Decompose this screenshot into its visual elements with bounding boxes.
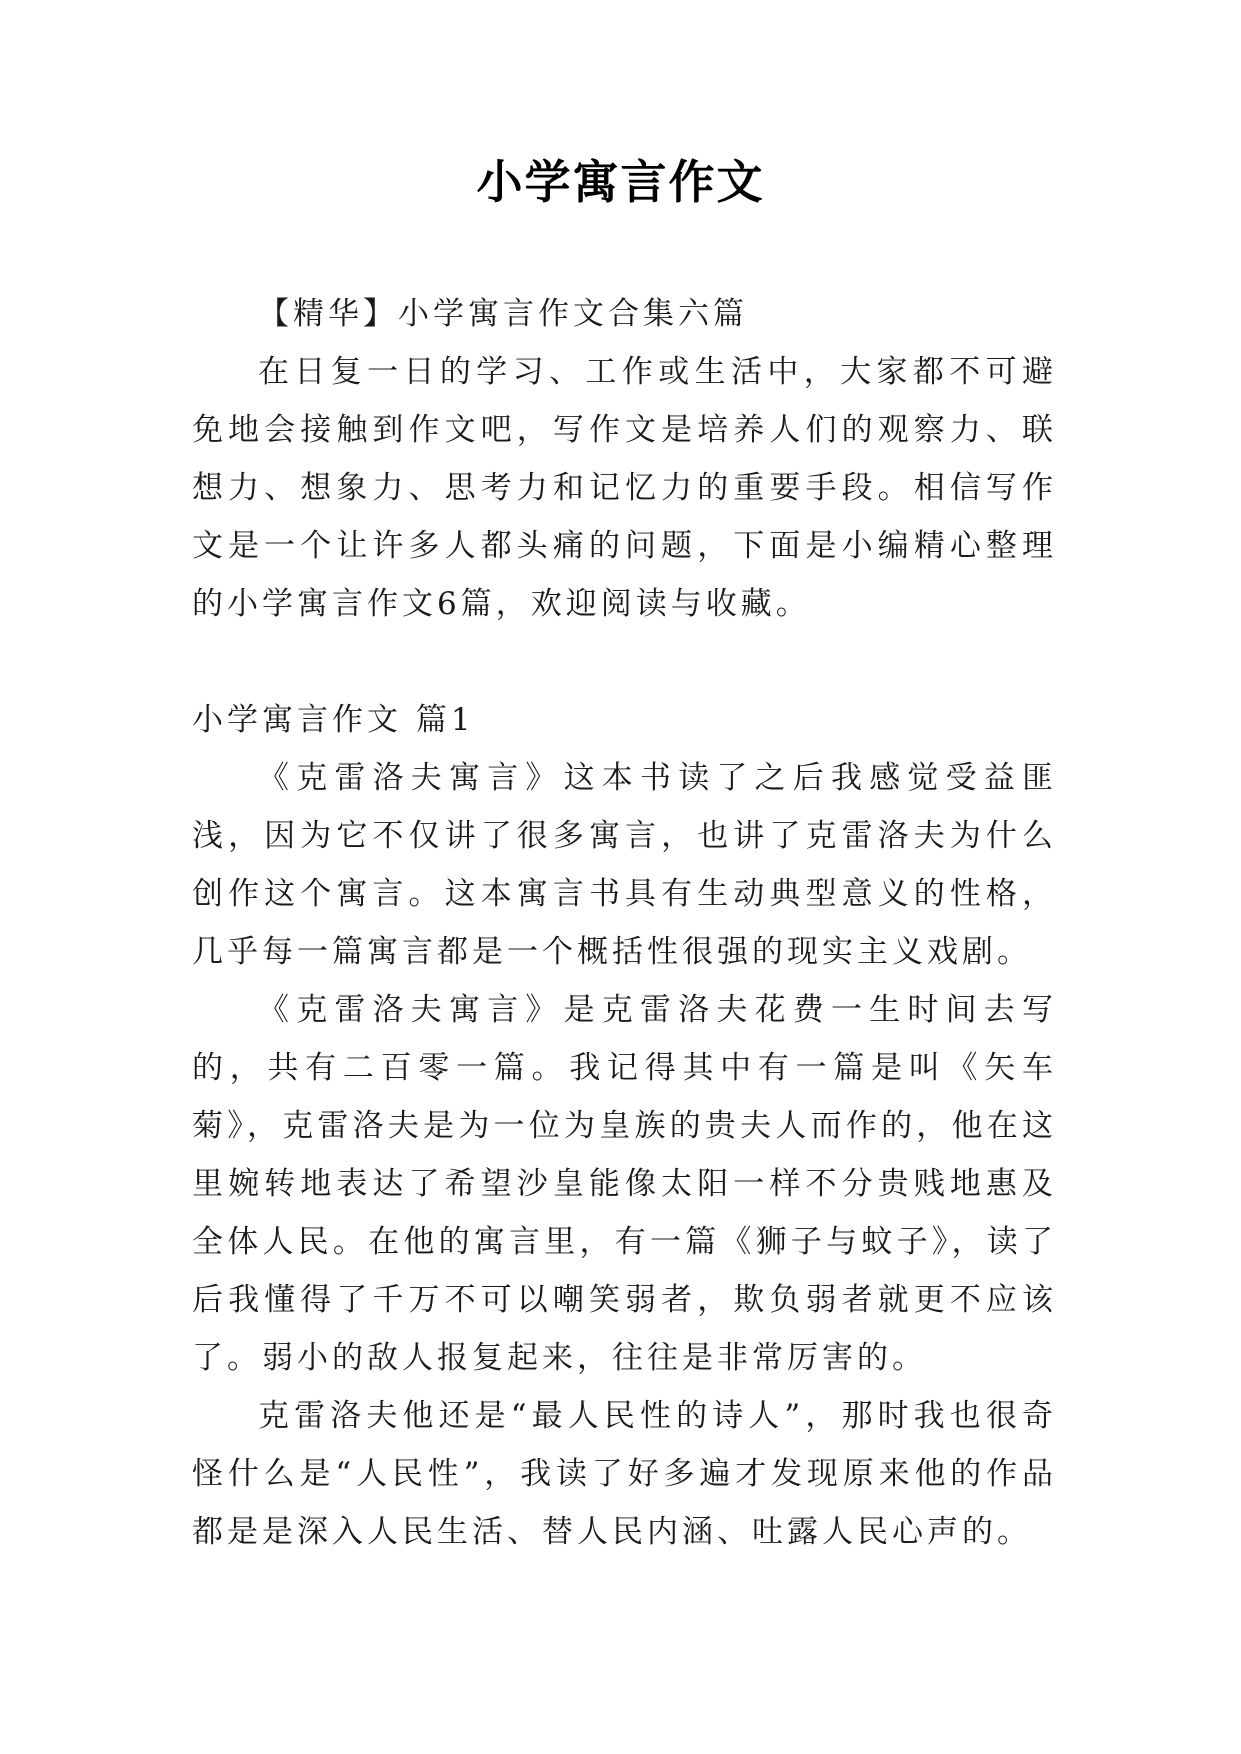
body-paragraph-1: 《克雷洛夫寓言》这本书读了之后我感觉受益匪浅，因为它不仅讲了很多寓言，也讲了克雷洛夫为什么创作这个寓言。这本寓言书具有生动典型意义的性格，几乎每一篇寓言都是一个概括性很强的现实主义戏剧。	[192, 760, 1057, 970]
subtitle: 【精华】小学寓言作文合集六篇	[258, 296, 748, 332]
section-heading: 小学寓言作文 篇1	[192, 702, 475, 738]
intro-paragraph: 在日复一日的学习、工作或生活中，大家都不可避免地会接触到作文吧，写作文是培养人们的观察力、联想力、想象力、思考力和记忆力的重要手段。相信写作文是一个让许多人都头痛的问题，下面是小编精心整理的小学寓言作文6篇，欢迎阅读与收藏。	[192, 354, 1057, 622]
body-paragraph-2: 《克雷洛夫寓言》是克雷洛夫花费一生时间去写的，共有二百零一篇。我记得其中有一篇是叫《矢车菊》，克雷洛夫是为一位为皇族的贵夫人而作的，他在这里婉转地表达了希望沙皇能像太阳一样不分贵贱地惠及全体人民。在他的寓言里，有一篇《狮子与蚊子》，读了后我懂得了千万不可以嘲笑弱者，欺负弱者就更不应该了。弱小的敌人报复起来，往往是非常厉害的。	[192, 992, 1057, 1376]
body-paragraph-3: 克雷洛夫他还是“最人民性的诗人”，那时我也很奇怪什么是“人民性”，我读了好多遍才发现原来他的作品都是是深入人民生活、替人民内涵、吐露人民心声的。	[192, 1398, 1057, 1550]
document-title: 小学寓言作文	[476, 155, 765, 209]
document-body	[192, 285, 1057, 1561]
